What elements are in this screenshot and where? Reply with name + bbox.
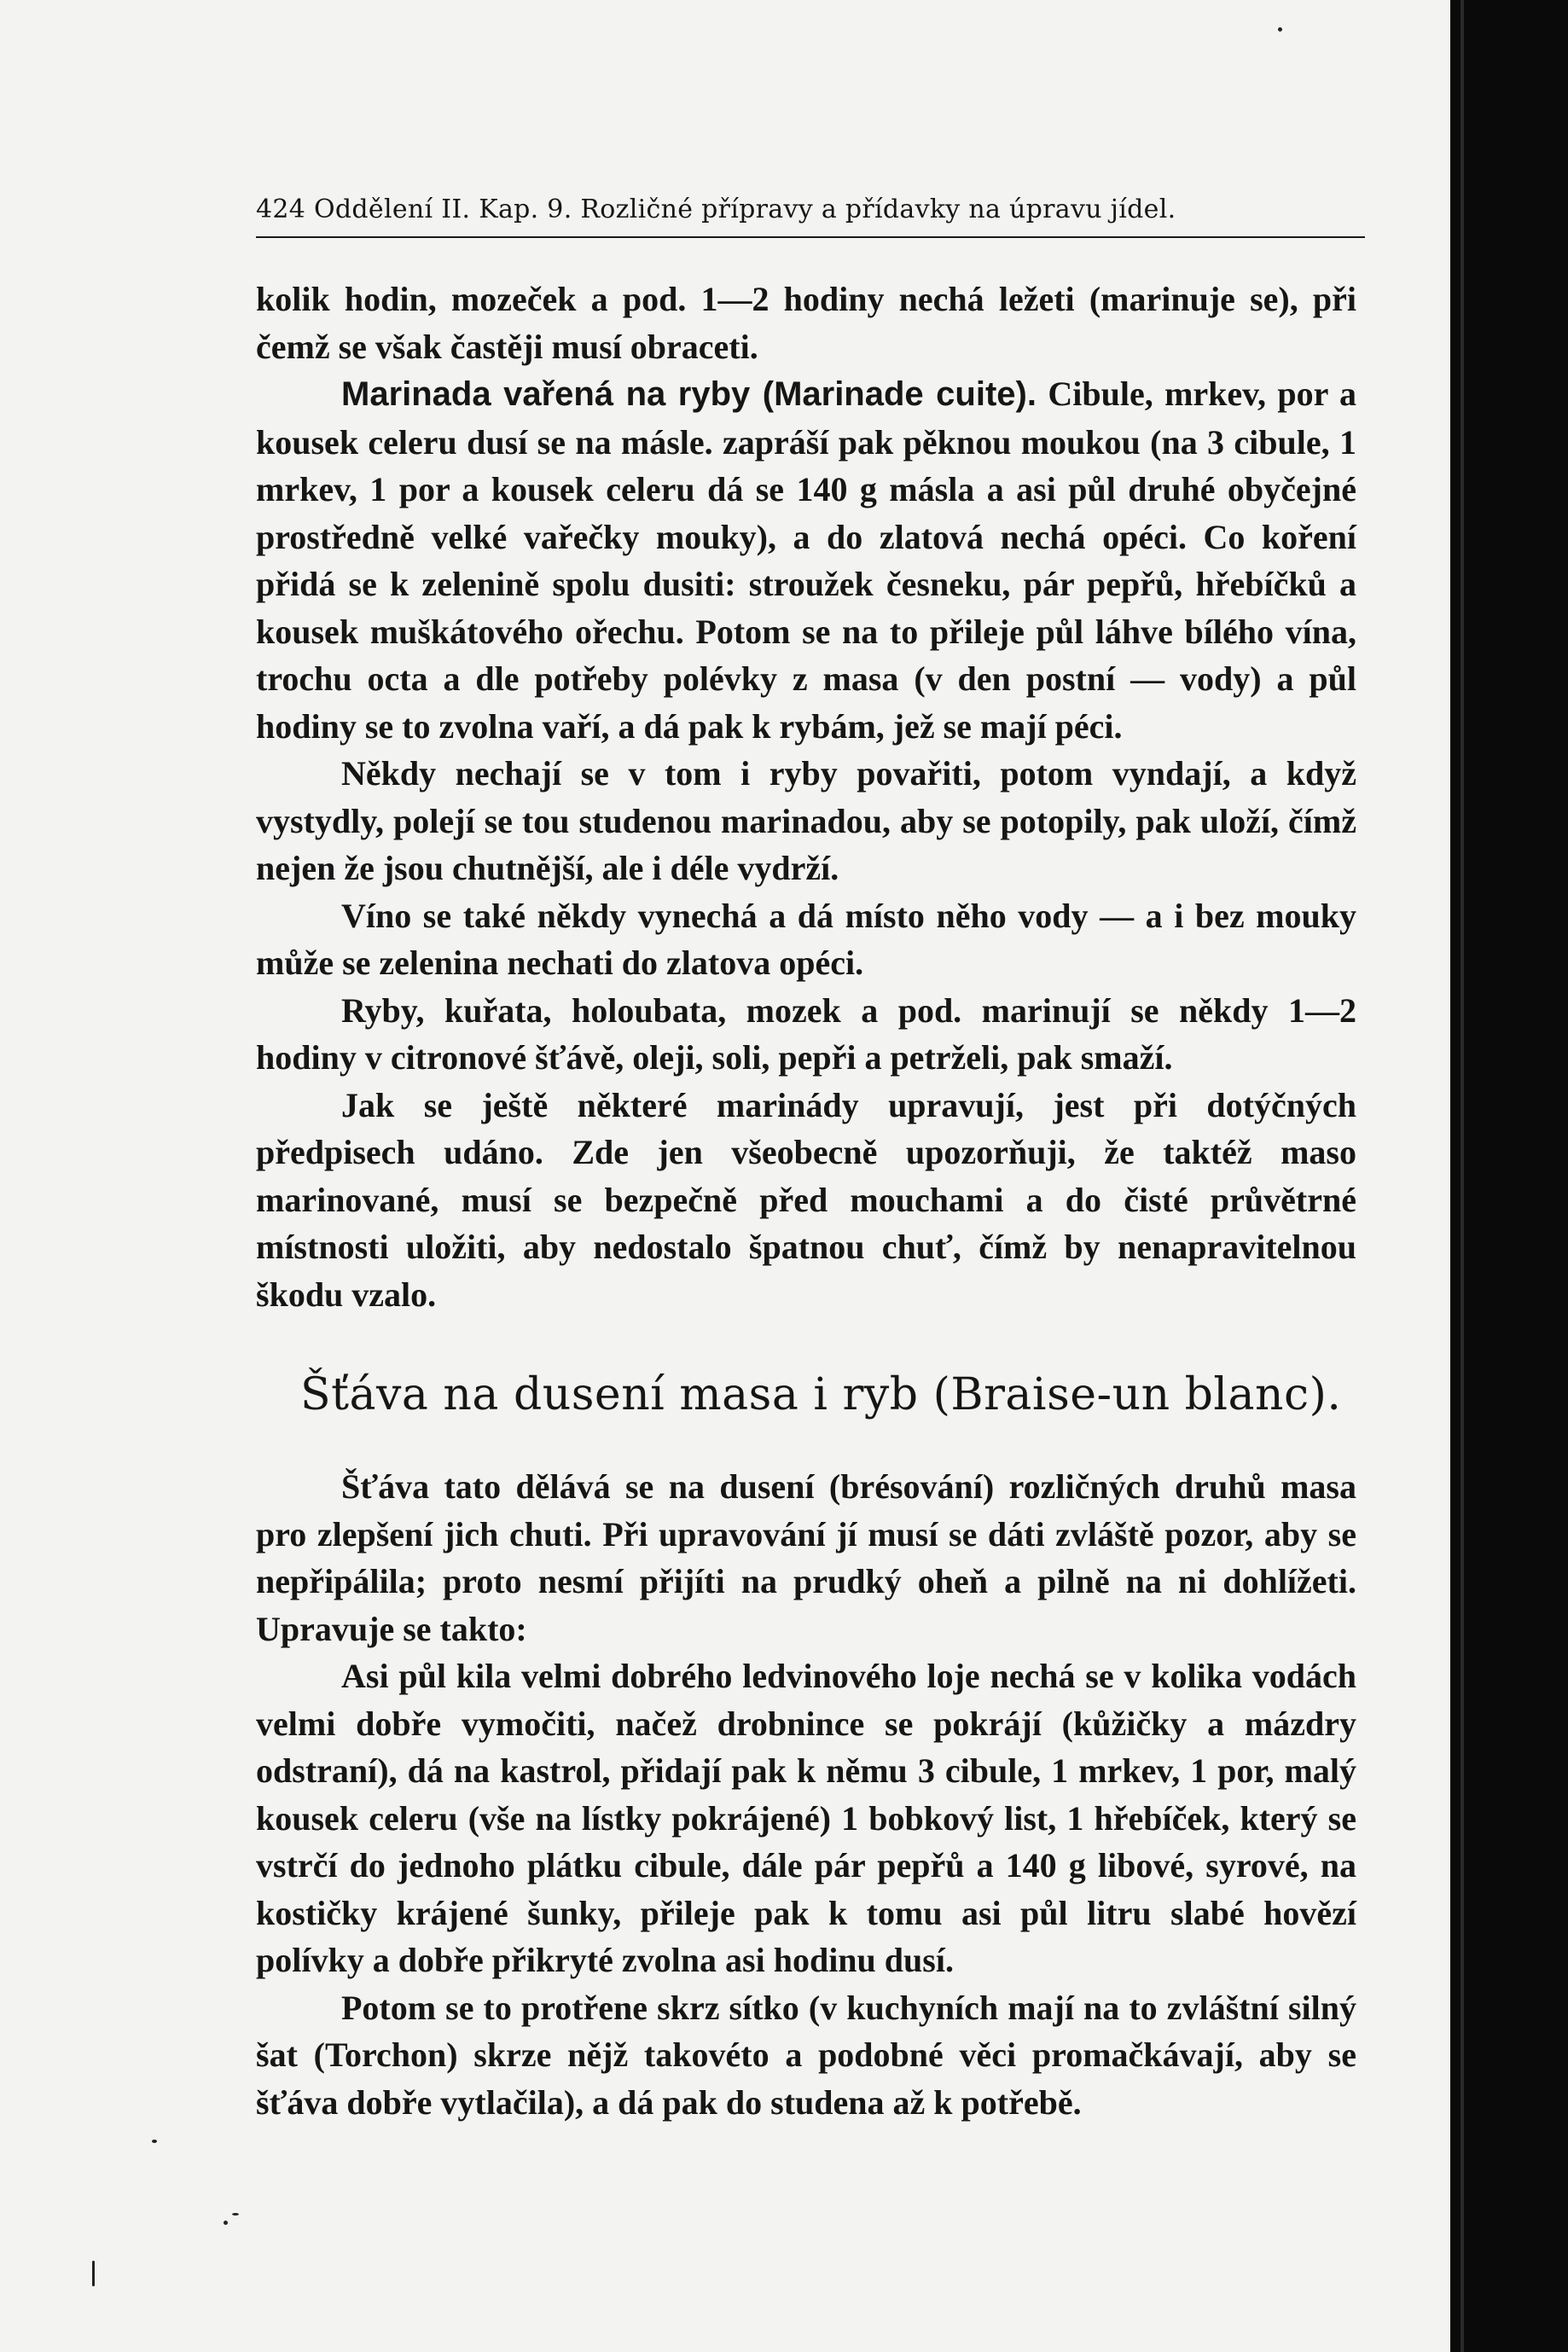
section-title: Šťáva na dusení masa i ryb (Braise-un blanc). xyxy=(300,1369,1342,1420)
scan-border xyxy=(1450,0,1568,2352)
paragraph-wine-note: Víno se také někdy vynechá a dá místo něho vody — a i bez mouky může se zelenina nechati do zlatova opéci. xyxy=(256,896,1356,982)
page-content xyxy=(256,195,1356,2126)
paragraph-fish-cooking: Někdy nechají se v tom i ryby povařiti, potom vyndají, a když vystydly, polejí se tou studenou marinadou, aby se potopily, pak uloží, čímž nejen že jsou chutnější, ale i déle vydrží. xyxy=(256,754,1356,887)
paragraph-braise-intro: Šťáva tato dělává se na dusení (brésování) rozličných druhů masa pro zlepšení jich chuti. Při upravování jí musí se dáti zvláště pozor, aby se nepřipálila; proto nesmí přijíti na prudký oheň a pilně na ni dohlížeti. Upravuje se takto: xyxy=(256,1467,1356,1648)
paragraph-continuation: kolik hodin, mozeček a pod. 1—2 hodiny nechá ležeti (marinuje se), při čemž se však častěji musí obraceti. xyxy=(256,280,1356,366)
marinade-heading: Marinada vařená na ryby (Marinade cuite). xyxy=(341,375,1037,413)
paragraph-storage-note: Jak se ještě některé marinády upravují, jest při dotýčných předpisech udáno. Zde jen všeobecně upozorňuji, že taktéž maso marinované, musí se bezpečně před mouchami a do čisté průvětrné místnosti uložiti, aby nedostalo špatnou chuť, čímž by nenapravitelnou škodu vzalo. xyxy=(256,1085,1356,1314)
paragraph-braise-finish: Potom se to protřene skrz sítko (v kuchyních mají na to zvláštní silný šat (Torchon) skrze nějž takovéto a podobné věci promačkávají, aby se šťáva dobře vytlačila), a dá pak do studena až k potřebě. xyxy=(256,1988,1356,2122)
running-head: 424 Oddělení II. Kap. 9. Rozličné přípravy a přídavky na úpravu jídel. xyxy=(256,195,1365,238)
paragraph-marinade-recipe xyxy=(256,370,1356,750)
paragraph-braise-recipe: Asi půl kila velmi dobrého ledvinového loje nechá se v kolika vodách velmi dobře vymočiti, načež drobnince se pokrájí (kůžičky a mázdry odstraní), dá na kastrol, přidají pak k němu 3 cibule, 1 mrkev, 1 por, malý kousek celeru (vše na lístky pokrájené) 1 bobkový list, 1 hřebíček, který se vstrčí do jednoho plátku cibule, dále pár pepřů a 140 g libové, syrové, na kostičky krájené šunky, přileje pak k tomu asi půl litru slabé hovězí polívky a dobře přikryté zvolna asi hodinu dusí. xyxy=(256,1657,1356,1979)
page-edge-line xyxy=(1461,0,1464,2352)
paragraph-marinating: Ryby, kuřata, holoubata, mozek a pod. marinují se někdy 1—2 hodiny v citronové šťávě, oleji, soli, pepři a petrželi, pak smaží. xyxy=(256,990,1356,1077)
marinade-recipe-text: Cibule, mrkev, por a kousek celeru dusí se na másle. zapráší pak pěknou moukou (na 3 cibule, 1 mrkev, 1 por a kousek celeru dá se 140 g másla a asi půl druhé obyčejné prostředně velké vařečky mouky), a do zlatová nechá opéci. Co koření přidá se k zelenině spolu dusiti: stroužek česneku, pár pepřů, hřebíčků a kousek muškátového ořechu. Potom se na to přileje půl láhve bílého vína, trochu octa a dle potřeby polévky z masa (v den postní — vody) a půl hodiny se to zvolna vaří, a dá pak k rybám, jež se mají péci. xyxy=(256,375,1357,746)
